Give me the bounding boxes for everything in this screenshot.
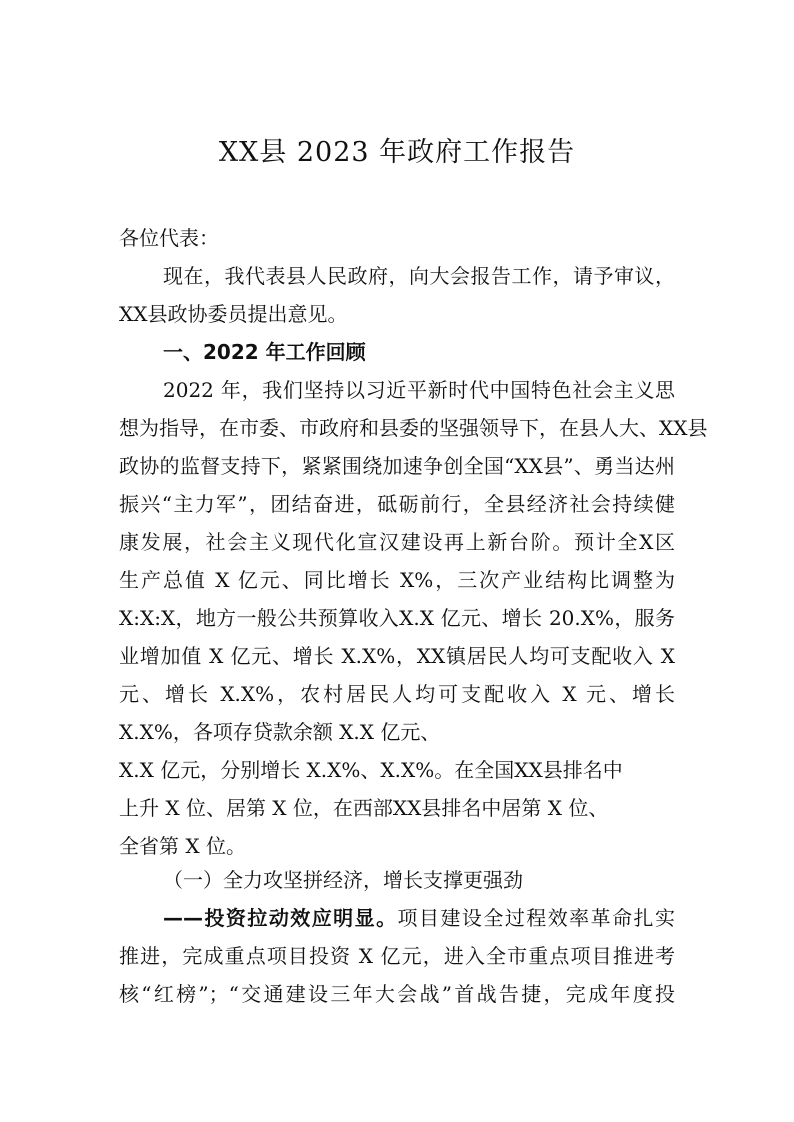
section-heading: 一、2022 年工作回顾 (163, 340, 366, 364)
body-line-3: 政协的监督支持下，紧紧围绕加速争创全国“XX县”、勇当达州 (119, 454, 675, 478)
para2-lead: ——投资拉动效应明显。 (163, 906, 398, 930)
body-line-9: 元、增长 X.X%，农村居民人均可支配收入 X 元、增长 (119, 682, 675, 706)
body-line-12: 上升 X 位、居第 X 位，在西部XX县排名中居第 X 位、 (119, 796, 609, 820)
intro-line-2: XX县政协委员提出意见。 (119, 302, 348, 326)
body-line-6: 生产总值 X 亿元、同比增长 X%，三次产业结构比调整为 (119, 568, 675, 592)
body-line-1: 2022 年，我们坚持以习近平新时代中国特色社会主义思 (163, 378, 675, 402)
para2-line-1 (163, 904, 675, 932)
body-line-7: X:X:X，地方一般公共预算收入X.X 亿元、增长 20.X%，服务 (119, 606, 675, 630)
body-line-13: 全省第 X 位。 (119, 834, 246, 858)
salutation: 各位代表： (119, 226, 219, 250)
body-line-4: 振兴“主力军”，团结奋进，砥砺前行，全县经济社会持续健 (119, 492, 675, 516)
body-line-2: 想为指导，在市委、市政府和县委的坚强领导下，在县人大、XX县 (119, 416, 708, 440)
para2-line-2: 推进，完成重点项目投资 X 亿元，进入全市重点项目推进考 (119, 944, 675, 968)
document-title: XX县 2023 年政府工作报告 (218, 137, 576, 168)
body-line-10: X.X%，各项存贷款余额 X.X 亿元、 (119, 720, 441, 744)
intro-line-1: 现在，我代表县人民政府，向大会报告工作，请予审议， (163, 264, 675, 288)
para2-line-3: 核“红榜”；“交通建设三年大会战”首战告捷，完成年度投 (119, 982, 675, 1006)
body-line-8: 业增加值 X 亿元、增长 X.X%，XX镇居民人均可支配收入 X (119, 644, 675, 668)
para2-first-rest: 项目建设全过程效率革命扎实 (397, 906, 676, 930)
body-line-11: X.X 亿元，分别增长 X.X%、X.X%。在全国XX县排名中 (119, 758, 623, 782)
subsection-heading: （一）全力攻坚拼经济，增长支撑更强劲 (163, 868, 523, 892)
body-line-5: 康发展，社会主义现代化宣汉建设再上新台阶。预计全X区 (119, 530, 675, 554)
